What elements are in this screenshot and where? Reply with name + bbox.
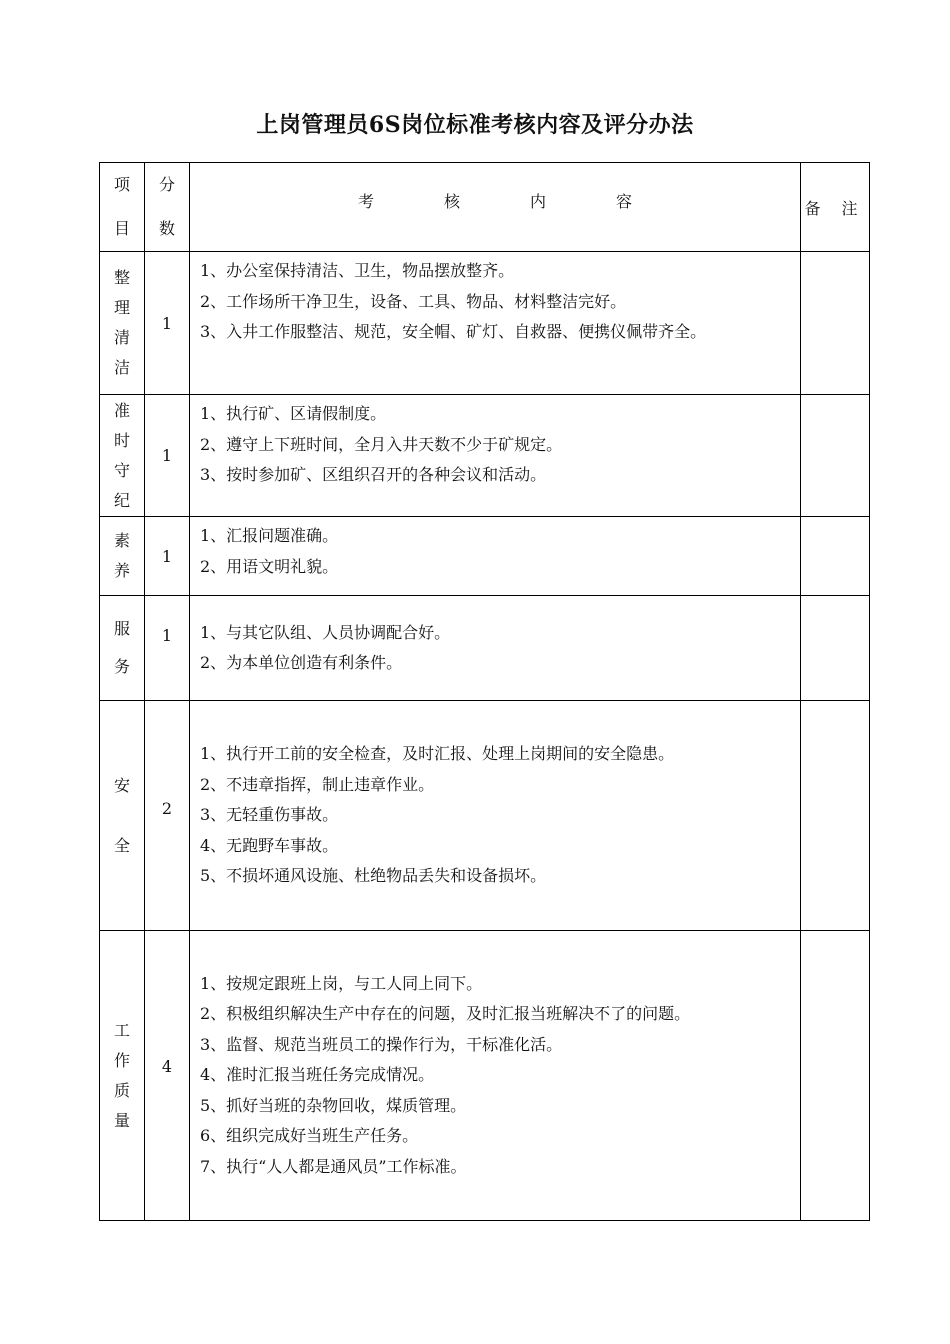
header-content-char: 内 [530,192,547,211]
table-row [100,596,870,701]
header-content [190,163,801,252]
content-line: 3、无轻重伤事故。 [200,805,339,825]
content-line: 3、按时参加矿、区组织召开的各种会议和活动。 [200,465,547,484]
row-score: 4 [145,931,190,1221]
row-score: 1 [145,596,190,701]
header-content-char: 考 [357,192,374,211]
row-score: 1 [145,517,190,596]
content-line: 7、执行“人人都是通风员”工作标准。 [200,1156,467,1176]
row-item-label: 素养 [113,531,130,580]
content-line: 5、不损坏通风设施、杜绝物品丢失和设备损坏。 [200,866,547,886]
row-item [100,517,145,596]
header-content-char: 核 [443,192,460,211]
content-line: 2、为本单位创造有利条件。 [200,653,403,672]
header-note: 备 注 [801,163,870,252]
row-score: 1 [145,395,190,517]
content-line: 1、执行开工前的安全检查，及时汇报、处理上岗期间的安全隐患。 [200,744,675,764]
content-line: 2、遵守上下班时间，全月入井天数不少于矿规定。 [200,434,563,454]
row-note [801,596,870,701]
row-item-label: 工作质量 [113,1020,130,1130]
content-line: 2、不违章指挥，制止违章作业。 [200,774,435,794]
header-item [100,163,145,252]
header-item-label: 项目 [113,175,130,238]
row-note [801,252,870,395]
content-line: 3、监督、规范当班员工的操作行为，干标准化活。 [200,1034,563,1054]
document-title: 上岗管理员6S岗位标准考核内容及评分办法 [256,112,694,138]
row-content [190,395,801,517]
row-note [801,517,870,596]
header-content-char: 容 [616,192,633,211]
content-line: 5、抓好当班的杂物回收，煤质管理。 [200,1095,467,1115]
row-item [100,931,145,1221]
row-item [100,596,145,701]
content-line: 3、入井工作服整洁、规范，安全帽、矿灯、自救器、便携仪佩带齐全。 [200,322,707,341]
table-row [100,517,870,596]
header-score-label: 分数 [158,175,175,238]
row-note [801,701,870,931]
row-content [190,517,801,596]
row-score: 1 [145,252,190,395]
content-line: 1、与其它队组、人员协调配合好。 [200,622,451,642]
row-content [190,701,801,931]
row-content [190,252,801,395]
row-note [801,395,870,517]
assessment-table [99,162,870,1221]
content-line: 1、执行矿、区请假制度。 [200,404,387,423]
content-line: 6、组织完成好当班生产任务。 [200,1126,419,1146]
row-score: 2 [145,701,190,931]
table-row [100,931,870,1221]
row-item [100,395,145,517]
row-note [801,931,870,1221]
content-line: 2、工作场所干净卫生，设备、工具、物品、材料整洁完好。 [200,291,627,311]
row-item-label: 安全 [113,775,130,855]
table-header-row [100,163,870,252]
content-line: 1、汇报问题准确。 [200,526,339,545]
header-score [145,163,190,252]
content-line: 1、按规定跟班上岗，与工人同上同下。 [200,973,483,993]
table-row [100,252,870,395]
content-line: 2、用语文明礼貌。 [200,556,339,576]
row-item-label: 准时守纪 [113,400,130,510]
row-item [100,252,145,395]
table-row [100,701,870,931]
row-content [190,596,801,701]
row-content [190,931,801,1221]
content-line: 1、办公室保持清洁、卫生，物品摆放整齐。 [200,261,515,280]
table-row [100,395,870,517]
row-item-label: 服务 [113,619,130,676]
row-item [100,701,145,931]
content-line: 4、准时汇报当班任务完成情况。 [200,1065,435,1085]
content-line: 4、无跑野车事故。 [200,835,339,855]
row-item-label: 整理清洁 [113,268,130,377]
content-line: 2、积极组织解决生产中存在的问题，及时汇报当班解决不了的问题。 [200,1004,691,1024]
